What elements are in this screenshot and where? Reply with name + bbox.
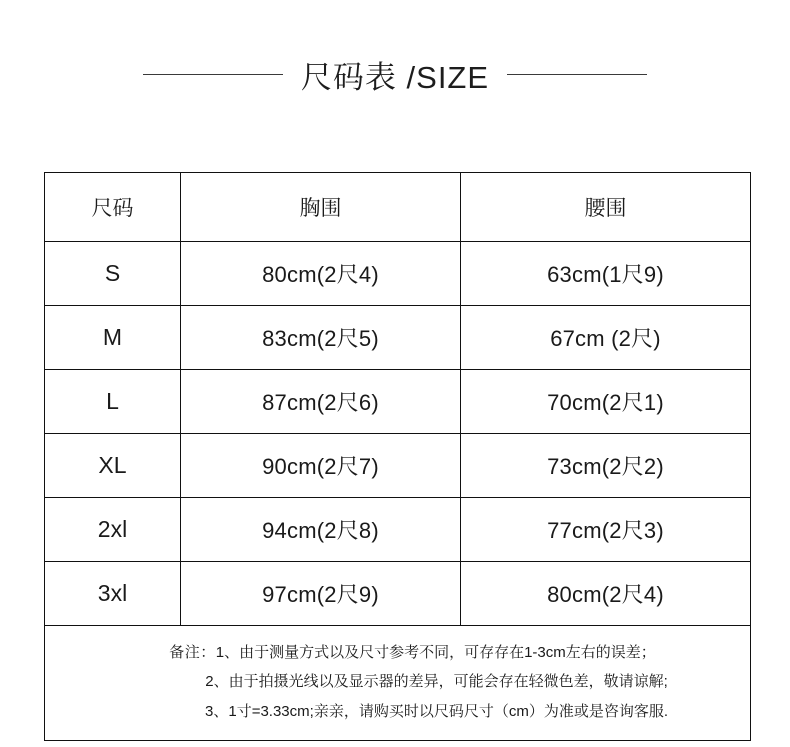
cell-waist: 73cm(2尺2): [461, 434, 751, 498]
table-row: [45, 434, 751, 498]
cell-bust: 87cm(2尺6): [181, 370, 461, 434]
table-row: [45, 562, 751, 626]
note-text-1: 1、由于测量方式以及尺寸参考不同，可存存在1-3cm左右的误差；: [215, 644, 656, 661]
cell-waist: 70cm(2尺1): [461, 370, 751, 434]
table-row: [45, 242, 751, 306]
note-text-2: 2、由于拍摄光线以及显示器的差异，可能会存在轻微色差，敬请谅解;: [205, 673, 668, 691]
cell-size: L: [45, 370, 181, 434]
cell-size: 2xl: [45, 498, 181, 562]
note-line-2: [95, 667, 730, 696]
cell-size: XL: [45, 434, 181, 498]
title-rule-right: [507, 74, 647, 75]
page-title: [0, 52, 790, 97]
cell-bust: 94cm(2尺8): [181, 498, 461, 562]
table-row: [45, 370, 751, 434]
cell-waist: 77cm(2尺3): [461, 498, 751, 562]
page-title-text: 尺码表 /SIZE: [300, 60, 490, 95]
table-header-row: [45, 173, 751, 242]
cell-waist: 63cm(1尺9): [461, 242, 751, 306]
cell-waist: 80cm(2尺4): [461, 562, 751, 626]
note-text-3: 3、1寸=3.33cm;亲亲，请购买时以尺码尺寸（cm）为准或是咨询客服.: [205, 702, 668, 720]
cell-bust: 97cm(2尺9): [181, 562, 461, 626]
header-bust: 胸围: [181, 173, 461, 242]
notes-block: [45, 638, 750, 726]
cell-bust: 83cm(2尺5): [181, 306, 461, 370]
size-table: [44, 172, 751, 741]
title-rule-left: [143, 74, 283, 75]
header-size: 尺码: [45, 173, 181, 242]
cell-bust: 80cm(2尺4): [181, 242, 461, 306]
cell-size: M: [45, 306, 181, 370]
cell-size: 3xl: [45, 562, 181, 626]
cell-bust: 90cm(2尺7): [181, 434, 461, 498]
table-row: [45, 306, 751, 370]
notes-label: 备注：: [169, 644, 216, 661]
table-row: [45, 498, 751, 562]
note-line-3: [95, 697, 730, 726]
header-waist: 腰围: [461, 173, 751, 242]
cell-waist: 67cm (2尺): [461, 306, 751, 370]
cell-size: S: [45, 242, 181, 306]
table-notes-row: [45, 626, 751, 741]
notes-cell: [45, 626, 751, 741]
note-line-1: [95, 638, 730, 667]
